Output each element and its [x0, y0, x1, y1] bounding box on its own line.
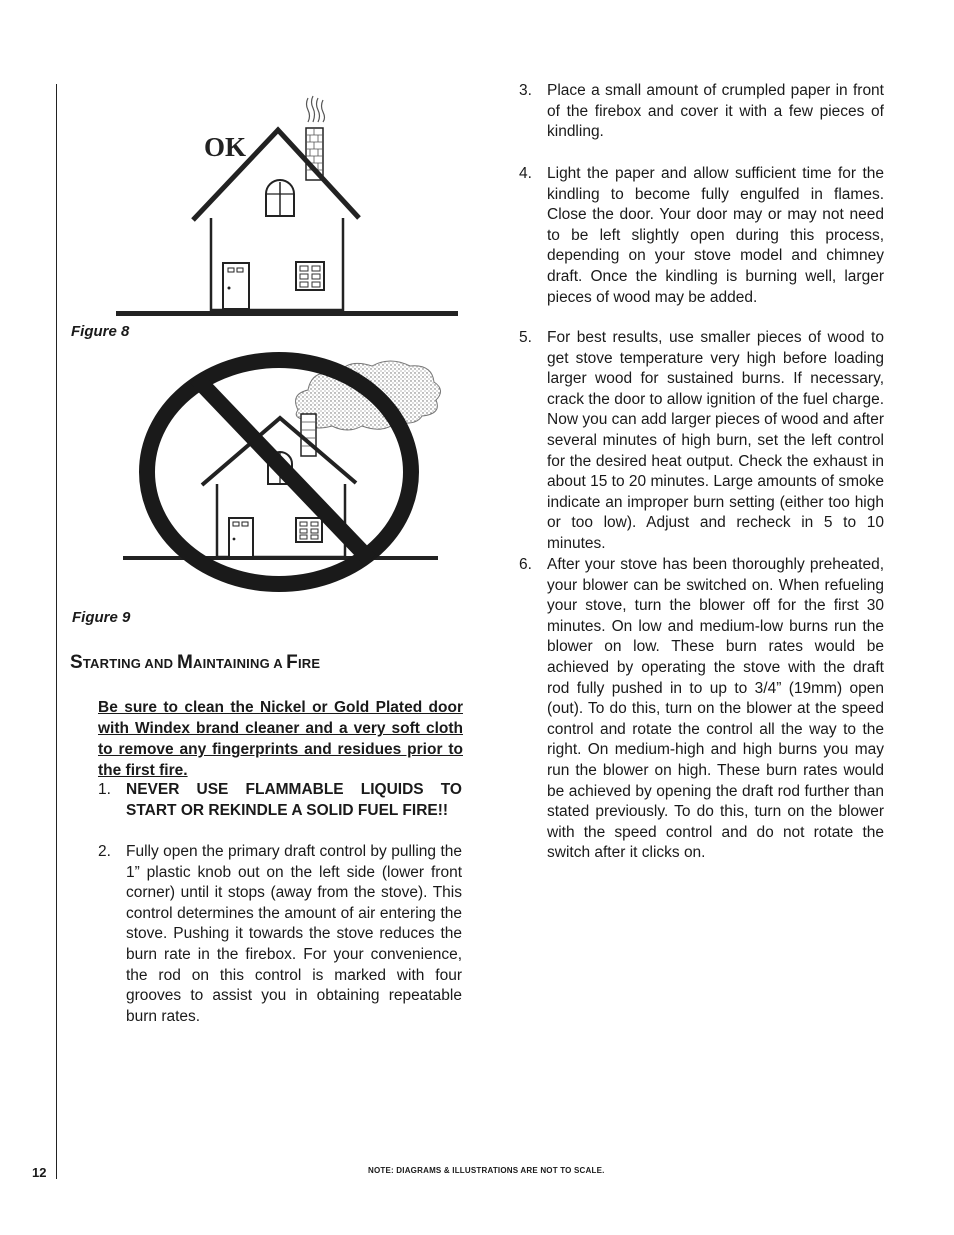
step-text: For best results, use smaller pieces of wood to get stove temperature very high before loading larger wood for sustained burns. If necessary, crack the door to allow ignition of the fuel charge. Now you can add larger pieces of wood and after several minutes of high burn, set the left control for the desired heat output. Check the exhaust in about 15 to 20 minutes. Large amounts of smoke indicate an improper burn setting (either too high or too low). Adjust and recheck in 5 to 10 minutes. [547, 329, 884, 552]
step-number: 5. [519, 329, 532, 346]
step-2 [98, 842, 462, 1027]
step-text: Place a small amount of crumpled paper in front of the firebox and cover it with a few pieces of kindling. [547, 82, 884, 141]
page-number: 12 [32, 1165, 47, 1180]
step-number: 2. [98, 843, 111, 860]
step-text: Light the paper and allow sufficient time for the kindling to become fully engulfed in flames. Close the door. Your door may or may not need to be left slightly open during this process, depending on your stove model and chimney draft. Once the kindling is burning well, larger pieces of wood may be added. [547, 165, 884, 306]
step-text: Fully open the primary draft control by pulling the 1” plastic knob out on the left side (lower front corner) until it stops (away from the stove). This control determines the amount of air entering the stove. Pushing it towards the stove reduces the burn rate in the firebox. For your convenience, the rod on this control is marked with four grooves to assist you in obtaining repeatable burn rates. [126, 843, 462, 1025]
heading-part: TARTING AND [82, 656, 177, 671]
cleaning-warning: Be sure to clean the Nickel or Gold Plated door with Windex brand cleaner and a very soft cloth to remove any fingerprints and residues prior to the first fire. [98, 699, 463, 779]
step-number: 3. [519, 82, 532, 99]
figure-8-house-ok [110, 90, 470, 322]
section-heading [70, 652, 320, 674]
heading-part: M [177, 652, 194, 673]
step-4 [519, 164, 884, 308]
heading-part: AINTAINING A [193, 656, 287, 671]
step-3 [519, 81, 884, 143]
figure-8-caption: Figure 8 [71, 323, 130, 340]
step-number: 4. [519, 165, 532, 182]
footer-note: NOTE: DIAGRAMS & ILLUSTRATIONS ARE NOT TO SCALE. [368, 1166, 605, 1175]
heading-part: S [70, 652, 83, 673]
step-number: 1. [98, 781, 111, 798]
figure-9-caption: Figure 9 [72, 609, 131, 626]
figure-8-ok-label: OK [204, 132, 247, 162]
heading-part: IRE [297, 656, 321, 671]
step-1 [98, 780, 462, 821]
figure-9-house-prohibited [118, 352, 448, 597]
heading-part: F [286, 652, 298, 673]
step-text: NEVER USE FLAMMABLE LIQUIDS TO START OR REKINDLE A SOLID FUEL FIRE!! [126, 781, 462, 819]
step-6 [519, 555, 884, 864]
step-text: After your stove has been thoroughly preheated, your blower can be switched on. When refueling your stove, turn the blower off for the first 30 minutes. On low and medium-low burns run the blower on low. These burn rates would be achieved by operating the stove with the draft rod fully pushed in to up to 3/4” (19mm) open (out). To do this, turn on the blower at the speed control and rotate the control all the way to the right. On medium-high and high burns you may run the blower on high. These burn rates would be achieved by opening the draft rod further than stated previously. To do this, turn on the blower with the speed control and do not rotate the switch after it clicks on. [547, 556, 884, 862]
step-5 [519, 328, 884, 555]
margin-rule [56, 84, 57, 1179]
step-number: 6. [519, 556, 532, 573]
